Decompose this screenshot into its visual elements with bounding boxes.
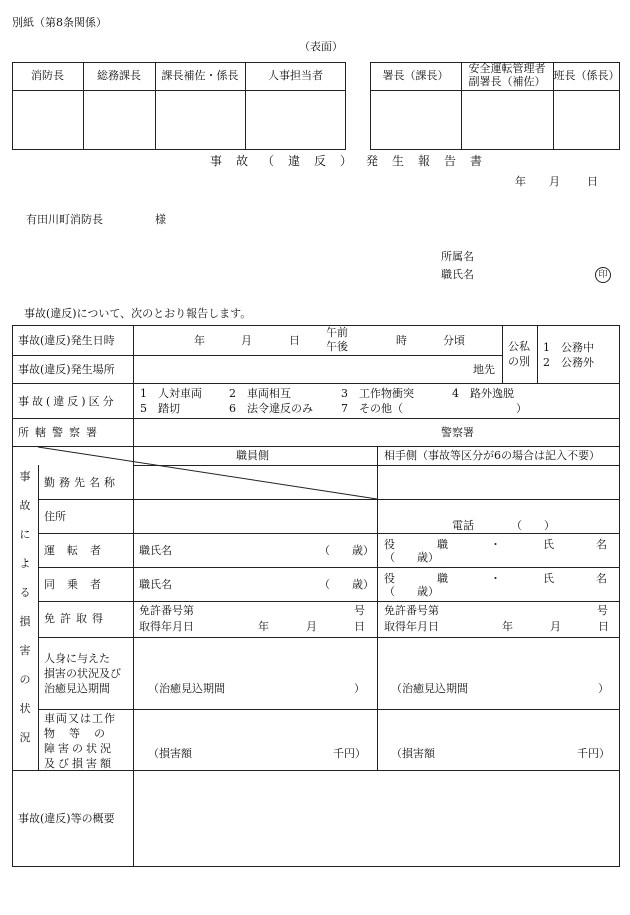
vehicle-label-line: 障害の状況 [44, 742, 114, 755]
stamp-header-personnel: 人事担当者 [268, 68, 323, 82]
vehicle-label-line: 及び損害額 [44, 757, 114, 770]
passenger-age: （ 歳） [319, 578, 374, 591]
other-injury-period-close: ） [598, 682, 609, 695]
damage-section-label: 事故による損害の状況 [19, 470, 31, 744]
stamp-header-station-chief: 署長（課長） [382, 68, 449, 82]
other-damage-thousand-yen: 千円） [577, 747, 610, 760]
other-license-date-month: 月 [550, 620, 561, 633]
option-on-duty[interactable]: 1 公務中 [543, 341, 594, 354]
license-number-label: 免許番号第 [139, 604, 194, 617]
role-char: ・ [490, 572, 501, 585]
police-label: 所轄警察署 [18, 426, 103, 439]
summary-field[interactable] [134, 771, 619, 866]
report-date-day: 日 [587, 175, 598, 188]
affiliation-label: 所属名 [441, 250, 474, 263]
other-side-header: 相手側（事故等区分が6の場合は記入不要） [384, 449, 600, 462]
damage-thousand-yen: 千円） [333, 747, 366, 760]
license-date-year: 年 [258, 620, 269, 633]
passenger-name-label: 職氏名 [139, 578, 172, 591]
workplace-label: 勤務先名称 [44, 476, 119, 489]
staff-name-label: 職氏名 [441, 268, 474, 281]
license-label: 免許取得 [44, 612, 108, 625]
stamp-header-fire-chief: 消防長 [31, 68, 64, 82]
role-char: 氏 [543, 572, 554, 585]
role-char: 役 [384, 538, 395, 551]
vehicle-label-line: 物等の [44, 727, 119, 740]
category-option[interactable]: 1 人対車両 [140, 387, 202, 400]
role-char: 役 [384, 572, 395, 585]
other-license-date-year: 年 [502, 620, 513, 633]
stamp-header-line: 副署長（補佐） [468, 75, 546, 88]
other-license-date-label: 取得年月日 [384, 620, 439, 633]
official-private-label: 公私 [508, 340, 530, 353]
datetime-day: 日 [289, 334, 300, 347]
injury-period-close: ） [354, 682, 365, 695]
report-date-month: 月 [549, 175, 560, 188]
driver-name-label: 職氏名 [139, 544, 172, 557]
datetime-label: 事故(違反)発生日時 [18, 334, 115, 347]
role-char: 職 [437, 572, 448, 585]
place-label: 事故(違反)発生場所 [18, 363, 115, 376]
summary-label: 事故(違反)等の概要 [18, 812, 115, 825]
report-date-year: 年 [515, 175, 526, 188]
driver-age: （ 歳） [319, 544, 374, 557]
datetime-month: 月 [241, 334, 252, 347]
honorific: 様 [155, 213, 166, 226]
role-char: 名 [596, 572, 607, 585]
injury-label-line: 損害の状況及び [44, 667, 121, 680]
category-label: 事故(違反)区分 [18, 395, 117, 408]
license-date-day: 日 [354, 620, 365, 633]
option-off-duty[interactable]: 2 公務外 [543, 356, 594, 369]
driver-label: 運転者 [44, 544, 113, 557]
datetime-year: 年 [194, 334, 205, 347]
datetime-hour: 時 [396, 334, 407, 347]
datetime-pm[interactable]: 午後 [326, 340, 348, 353]
category-option[interactable]: 7 その他（ [341, 402, 403, 415]
other-license-date-day: 日 [598, 620, 609, 633]
front-side-label: （表面） [299, 40, 343, 53]
phone-paren: （ ） [511, 519, 555, 532]
stamp-header-team-leader: 班長（係長） [553, 68, 620, 82]
place-suffix: 地先 [473, 363, 495, 376]
stamp-header-deputy-chief: 課長補佐・係長 [161, 68, 239, 82]
role-char: ・ [490, 538, 501, 551]
other-license-number-label: 免許番号第 [384, 604, 439, 617]
license-date-label: 取得年月日 [139, 620, 194, 633]
license-number-suffix: 号 [354, 604, 365, 617]
phone-label: 電話 [452, 519, 474, 532]
document-title: 事故（違反）発生報告書 [210, 154, 497, 168]
stamp-header-line: 安全運転管理者 [468, 62, 546, 76]
license-date-month: 月 [306, 620, 317, 633]
category-option[interactable]: 5 踏切 [140, 402, 180, 415]
official-private-label-2: の別 [508, 355, 530, 368]
category-other-close: ） [516, 402, 527, 415]
damage-amount: （損害額 [148, 747, 192, 760]
datetime-minute: 分頃 [443, 334, 465, 347]
staff-side-header: 職員側 [236, 449, 269, 462]
other-driver-age: （ 歳） [384, 551, 439, 564]
stamp-header-general-affairs: 総務課長 [97, 68, 141, 82]
category-option[interactable]: 3 工作物衝突 [341, 387, 414, 400]
other-license-number-suffix: 号 [597, 604, 608, 617]
datetime-am[interactable]: 午前 [326, 326, 348, 339]
intro-text: 事故(違反)について、次のとおり報告します。 [24, 307, 252, 320]
category-option[interactable]: 2 車両相互 [229, 387, 291, 400]
other-passenger-age: （ 歳） [384, 585, 439, 598]
other-damage-amount: （損害額 [391, 747, 435, 760]
form-reference: 別紙（第8条関係） [12, 16, 107, 29]
role-char: 名 [596, 538, 607, 551]
other-role-row [384, 536, 607, 552]
injury-label-line: 治癒見込期間 [44, 682, 110, 695]
role-char: 職 [437, 538, 448, 551]
role-char: 氏 [543, 538, 554, 551]
seal-mark: 印 [595, 267, 611, 283]
addressee: 有田川町消防長 [26, 213, 103, 226]
injury-label-line: 人身に与えた [44, 652, 110, 665]
police-suffix: 警察署 [441, 426, 474, 439]
address-label-1: 住所 [44, 510, 66, 523]
other-injury-period: （治癒見込期間 [391, 682, 468, 695]
category-option[interactable]: 6 法令違反のみ [229, 402, 313, 415]
injury-period: （治癒見込期間 [148, 682, 225, 695]
vehicle-label-line: 車両又は工作 [44, 712, 116, 725]
passenger-label: 同乗者 [44, 578, 113, 591]
category-option[interactable]: 4 路外逸脱 [452, 387, 514, 400]
other-passenger-role-row [384, 570, 607, 586]
